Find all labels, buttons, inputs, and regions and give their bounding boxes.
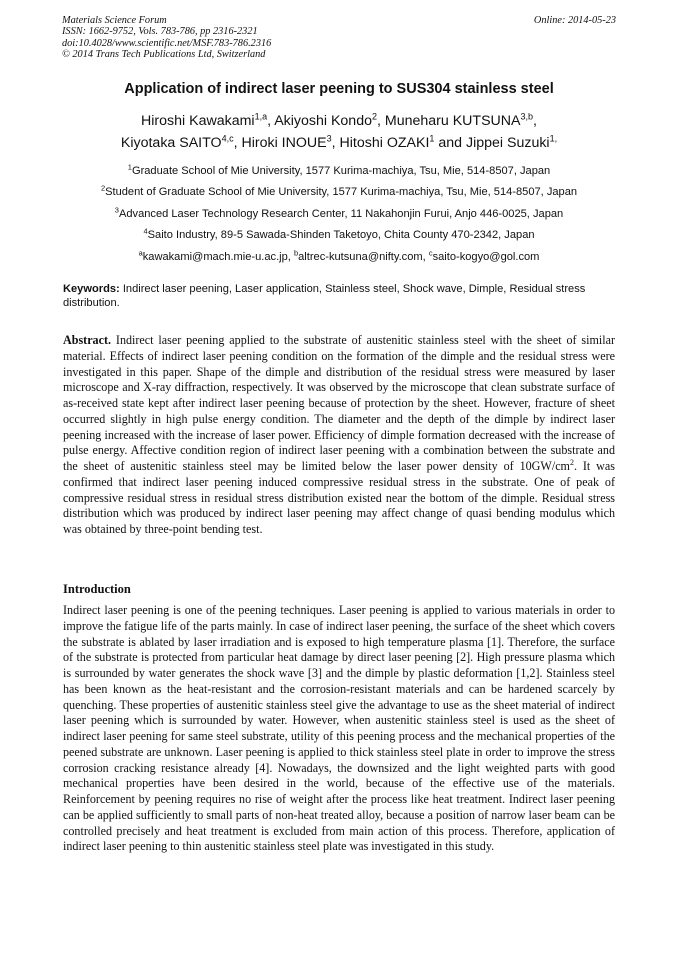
author-name: Akiyoshi Kondo — [274, 113, 372, 129]
author-name: Jippei Suzuki — [465, 134, 550, 151]
affiliation-text: Graduate School of Mie University, 1577 Kurima-machiya, Tsu, Mie, 514-8507, Japan — [131, 165, 551, 177]
author-separator: , — [233, 134, 242, 151]
author-separator: , — [533, 113, 537, 129]
email-address: altrec-kutsuna@nifty.com — [298, 250, 423, 263]
author-separator: , — [267, 113, 275, 129]
journal-header — [62, 15, 616, 61]
keywords-text: Indirect laser peening, Laser application, Stainless steel, Shock wave, Dimple, Residual stress distribution. — [63, 283, 586, 309]
journal-doi: doi:10.4028/www.scientific.net/MSF.783-786.2316 — [62, 37, 272, 49]
journal-name: Materials Science Forum — [62, 15, 167, 26]
email-address: saito-kogyo@gol.com — [432, 250, 540, 263]
author-name: Hiroshi Kawakami — [141, 113, 255, 129]
affiliation-mark: 2 — [100, 183, 106, 193]
journal-copyright: © 2014 Trans Tech Publications Ltd, Switzerland — [62, 49, 266, 61]
author-separator: and — [434, 134, 466, 151]
author-separator: , — [331, 134, 340, 151]
affiliation-text: Student of Graduate School of Mie University, 1577 Kurima-machiya, Tsu, Mie, 514-8507, Japan — [105, 186, 578, 199]
abstract-text-continued: . It was confirmed that indirect laser peening induced compressive residual stress in the substrate. One of peak of compressive residual stress in residual stress distribution existed near the bottom of the dimple. Residual stress distribution which was produced by indirect laser peening may affect change of quasi bending modulus which was obtained by three-point bending test. — [63, 459, 615, 536]
author-affiliation-mark: 1 — [429, 132, 435, 143]
journal-issn: ISSN: 1662-9752, Vols. 783-786, pp 2316-2321 — [62, 26, 258, 38]
section-heading-introduction: Introduction — [63, 582, 131, 596]
author-list — [30, 111, 648, 154]
affiliation-line — [30, 182, 648, 203]
author-affiliation-mark: 1, — [549, 132, 558, 143]
email-mark: a — [138, 247, 143, 257]
author-affiliation-mark: 2 — [371, 111, 377, 122]
affiliation-text: Advanced Laser Technology Research Center, 11 Nakahonjin Furui, Anjo 446-0025, Japan — [118, 207, 564, 220]
email-mark: c — [428, 247, 433, 257]
affiliation-line — [30, 204, 648, 225]
affiliation-mark: 1 — [127, 162, 132, 172]
author-affiliation-mark: 1,a — [254, 111, 268, 122]
author-name: Kiyotaka SAITO — [120, 134, 222, 151]
online-date: Online: 2014-05-23 — [533, 15, 616, 26]
affiliation-list — [30, 161, 648, 268]
affiliation-line — [30, 161, 648, 182]
abstract-superscript: 2 — [569, 457, 574, 467]
author-name: Hiroki INOUE — [241, 134, 327, 151]
keywords-label: Keywords: — [63, 283, 120, 295]
affiliation-mark: 3 — [114, 205, 119, 215]
author-affiliation-mark: 3,b — [520, 111, 534, 122]
author-affiliation-mark: 3 — [326, 132, 332, 143]
introduction-paragraph: Indirect laser peening is one of the peening techniques. Laser peening is applied to various materials in order to improve the fatigue life of the parts mainly. In case of indirect laser peening, the surface of the sheet which covers the substrate is ablated by laser irradiation and is exposed to high temperature plasma [1]. Therefore, the surface of the substrate is protected from particular heat damage by direct laser peening [2]. High pressure plasma which is surrounded by water generates the shock wave [3] and the dimple by plastic deformation [1,2]. Stainless steel has been known as the heat-resistant and the corrosion-resistant materials and can be hardened scarcely by quenching. These properties of austenitic stainless steel give the advantage to use as the sheet material of indirect laser peening which is surrounded by water. However, when austenitic stainless steel is used as the sheet of indirect laser peening for same steel substrate, utility of this peening process and the mechanical properties of the peened substrate are unknown. Laser peening is applied to thick stainless steel plate in order to improve the stress corrosion cracking resistance already [4]. Nowadays, the downsized and the light weighted parts with good mechanical properties have been desired in the world, because of the effective use of the materials. Reinforcement by peening requires no rise of weight after the process like heat treatment. Indirect laser peening can be applied sufficiently to small parts of non-heat treated alloy, because a position of narrow laser beam can be controlled precisely and heat treatment is excluded from main action of this process. Therefore, application of indirect laser peening to thin austenitic stainless steel plate was investigated in this study. — [63, 603, 615, 854]
paper-title: Application of indirect laser peening to SUS304 stainless steel — [124, 81, 554, 97]
author-affiliation-mark: 4,c — [221, 132, 234, 143]
author-separator: , — [377, 113, 385, 129]
affiliation-mark: 4 — [143, 226, 148, 236]
author-name: Muneharu KUTSUNA — [384, 113, 521, 129]
email-address: kawakami@mach.mie-u.ac.jp — [142, 250, 288, 263]
author-name: Hitoshi OZAKI — [339, 134, 430, 151]
abstract-text: Indirect laser peening applied to the substrate of austenitic stainless steel with the sheet of similar material. Effects of indirect laser peening condition on the formation of the dimple and the residual stress were investigated in this paper. Shape of the dimple and distribution of the residual stress were measured by laser microscope and X-ray diffraction, respectively. It was observed by the microscope that clean substrate surface of as-received state kept after indirect laser peening because of protection by the sheet. However, fracture of sheet occurred slightly in high pulse energy condition. The diameter and the depth of the dimple by indirect laser peening increased with the increase of laser power. Efficiency of dimple formation decreased with the increase of pulse energy. Affective condition region of indirect laser peening with a combination between the substrate and the sheet of austenitic stainless steel may be limited below the laser power density of 10GW/cm — [63, 333, 615, 473]
email-line: $^a$kawakami@mach.mie-u.ac.jp, $^b$altrec-kutsuna@nifty.com, $^c$saito-kogyo@gol.com — [138, 247, 540, 263]
keywords — [63, 283, 617, 310]
affiliation-text: Saito Industry, 89-5 Sawada-Shinden Taketoyo, Chita County 470-2342, Japan — [147, 229, 535, 242]
abstract-label: Abstract. — [63, 333, 112, 347]
email-mark: b — [293, 247, 299, 257]
abstract — [63, 333, 615, 538]
affiliation-line — [30, 225, 648, 246]
